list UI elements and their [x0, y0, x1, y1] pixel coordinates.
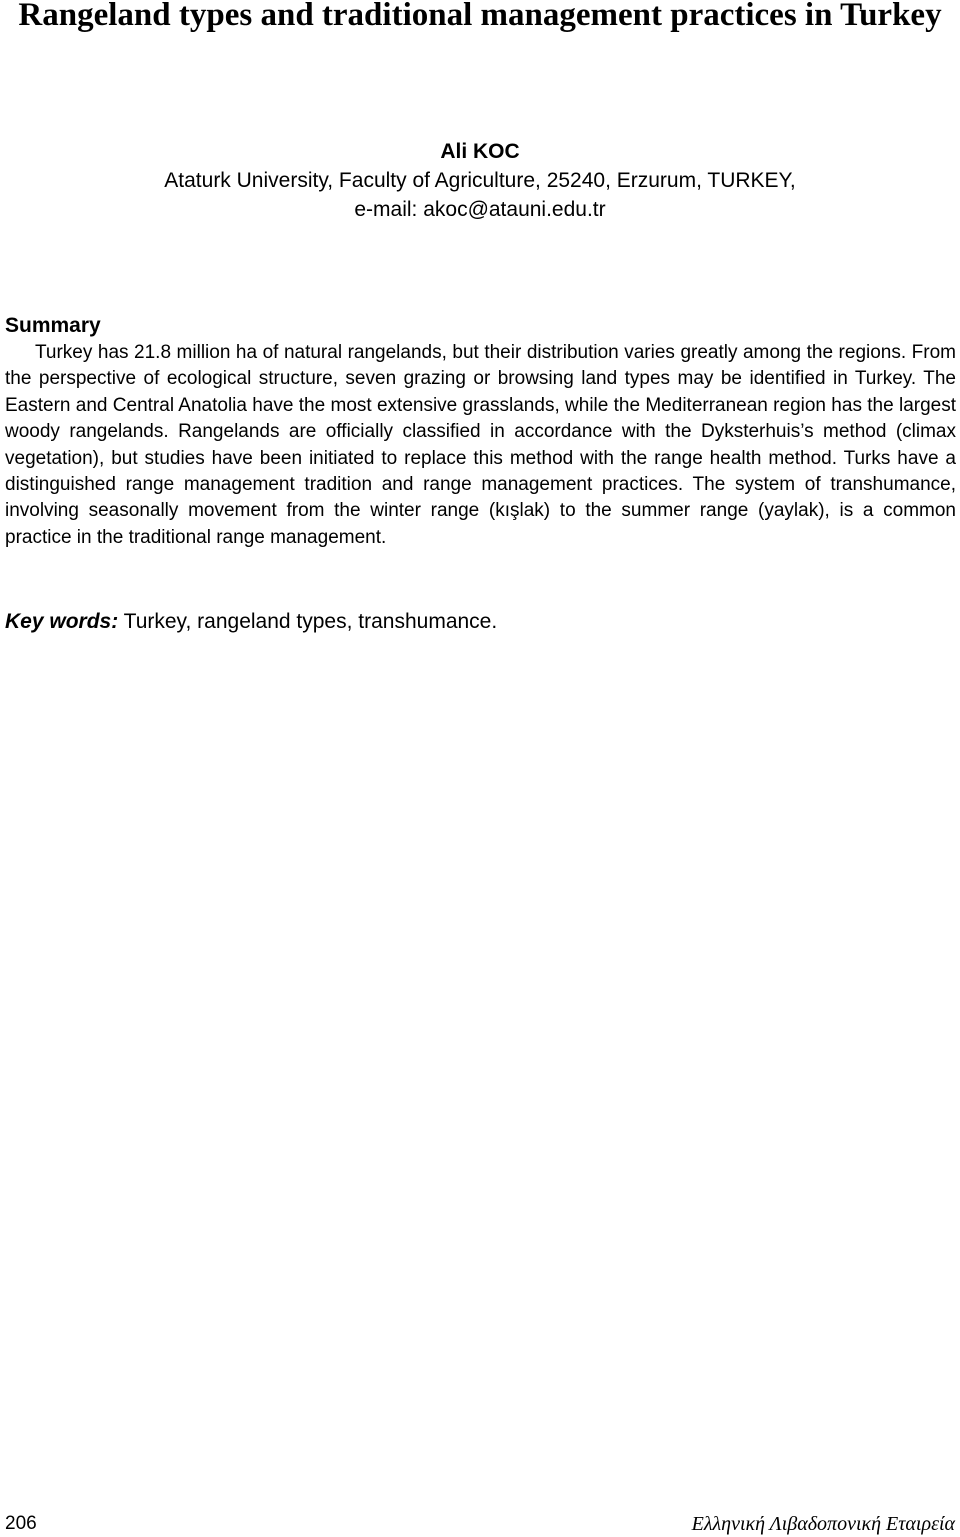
- footer-society-name: Ελληνική Λιβαδοπονική Εταιρεία: [691, 1513, 955, 1535]
- author-affiliation: Ataturk University, Faculty of Agriculture, 25240, Erzurum, TURKEY,: [164, 169, 796, 192]
- summary-text: Turkey has 21.8 million ha of natural rangelands, but their distribution varies greatly among the regions. From the perspective of ecological structure, seven grazing or browsing land types may be identified in Turkey. The Eastern and Central Anatolia have the most extensive grasslands, while the Mediterranean region has the largest woody rangelands. Rangelands are officially classified in accordance with the Dyksterhuis’s method (climax vegetation), but studies have been initiated to replace this method with the range health method. Turks have a distinguished range management tradition and range management practices. The system of transhumance, involving seasonally movement from the winter range (kışlak) to the summer range (yaylak), is a common practice in the traditional range management.: [5, 342, 956, 548]
- footer-page-number: 206: [5, 1513, 37, 1534]
- paper-title: Rangeland types and traditional management practices in Turkey: [18, 0, 942, 33]
- keywords-label: Key words:: [5, 610, 119, 633]
- keywords-line: [5, 607, 497, 637]
- author-block: [0, 137, 960, 224]
- keywords-text: Turkey, rangeland types, transhumance.: [118, 610, 498, 633]
- author-name: Ali KOC: [440, 140, 520, 163]
- summary-heading: Summary: [5, 314, 101, 337]
- author-email: e-mail: akoc@atauni.edu.tr: [354, 198, 606, 221]
